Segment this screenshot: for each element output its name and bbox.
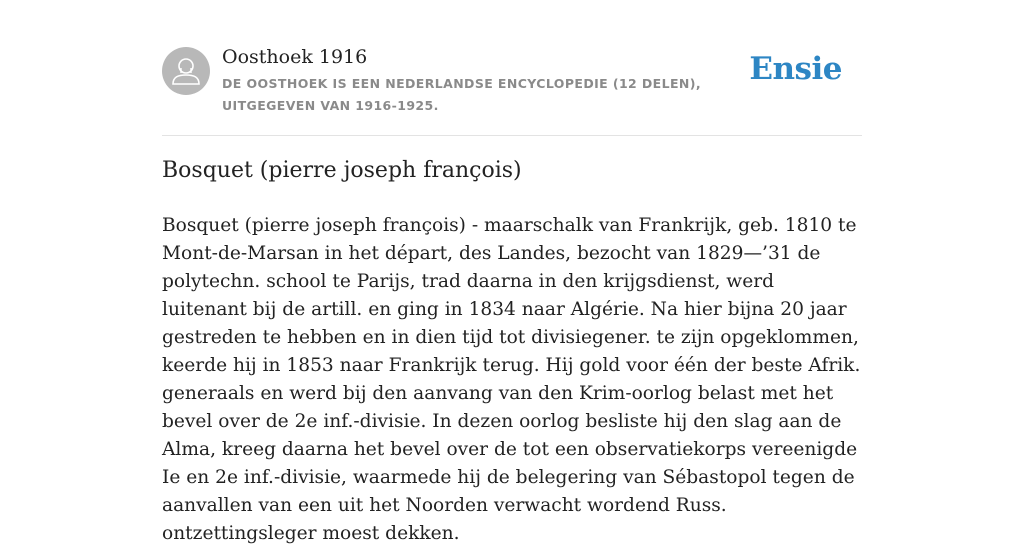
ensie-logo-link[interactable]: Ensie bbox=[749, 51, 842, 87]
avatar bbox=[162, 47, 210, 95]
source-description: DE OOSTHOEK IS EEN NEDERLANDSE ENCYCLOPEDIE (12 DELEN), UITGEGEVEN VAN 1916-1925. bbox=[222, 76, 702, 113]
article-title: Bosquet (pierre joseph françois) bbox=[162, 158, 522, 183]
article-body: Bosquet (pierre joseph françois) - maarschalk van Frankrijk, geb. 1810 te Mont-de-Marsan in het départ, des Landes, bezocht van 1829—’31 de polytechn. school te Parijs, trad daarna in den krijgsdienst, werd luitenant bij de artill. en ging in 1834 naar Algérie. Na hier bijna 20 jaar gestreden te hebben en in dien tijd tot divisiegener. te zijn opgeklommen, keerde hij in 1853 naar Frankrijk terug. Hij gold voor één der beste Afrik. generaals en werd bij den aanvang van den Krim-oorlog belast met het bevel over de 2e inf.-divisie. In dezen oorlog besliste hij den slag aan de Alma, kreeg daarna het bevel over de tot een observatiekorps vereenigde Ie en 2e inf.-divisie, waarmede hij de belegering van Sébastopol tegen de aanvallen van een uit het Noorden verwacht wordend Russ. ontzettingsleger moest dekken. bbox=[162, 215, 861, 544]
source-header bbox=[162, 46, 862, 116]
user-icon bbox=[162, 47, 210, 95]
divider bbox=[162, 135, 862, 136]
source-name[interactable]: Oosthoek 1916 bbox=[222, 46, 368, 68]
